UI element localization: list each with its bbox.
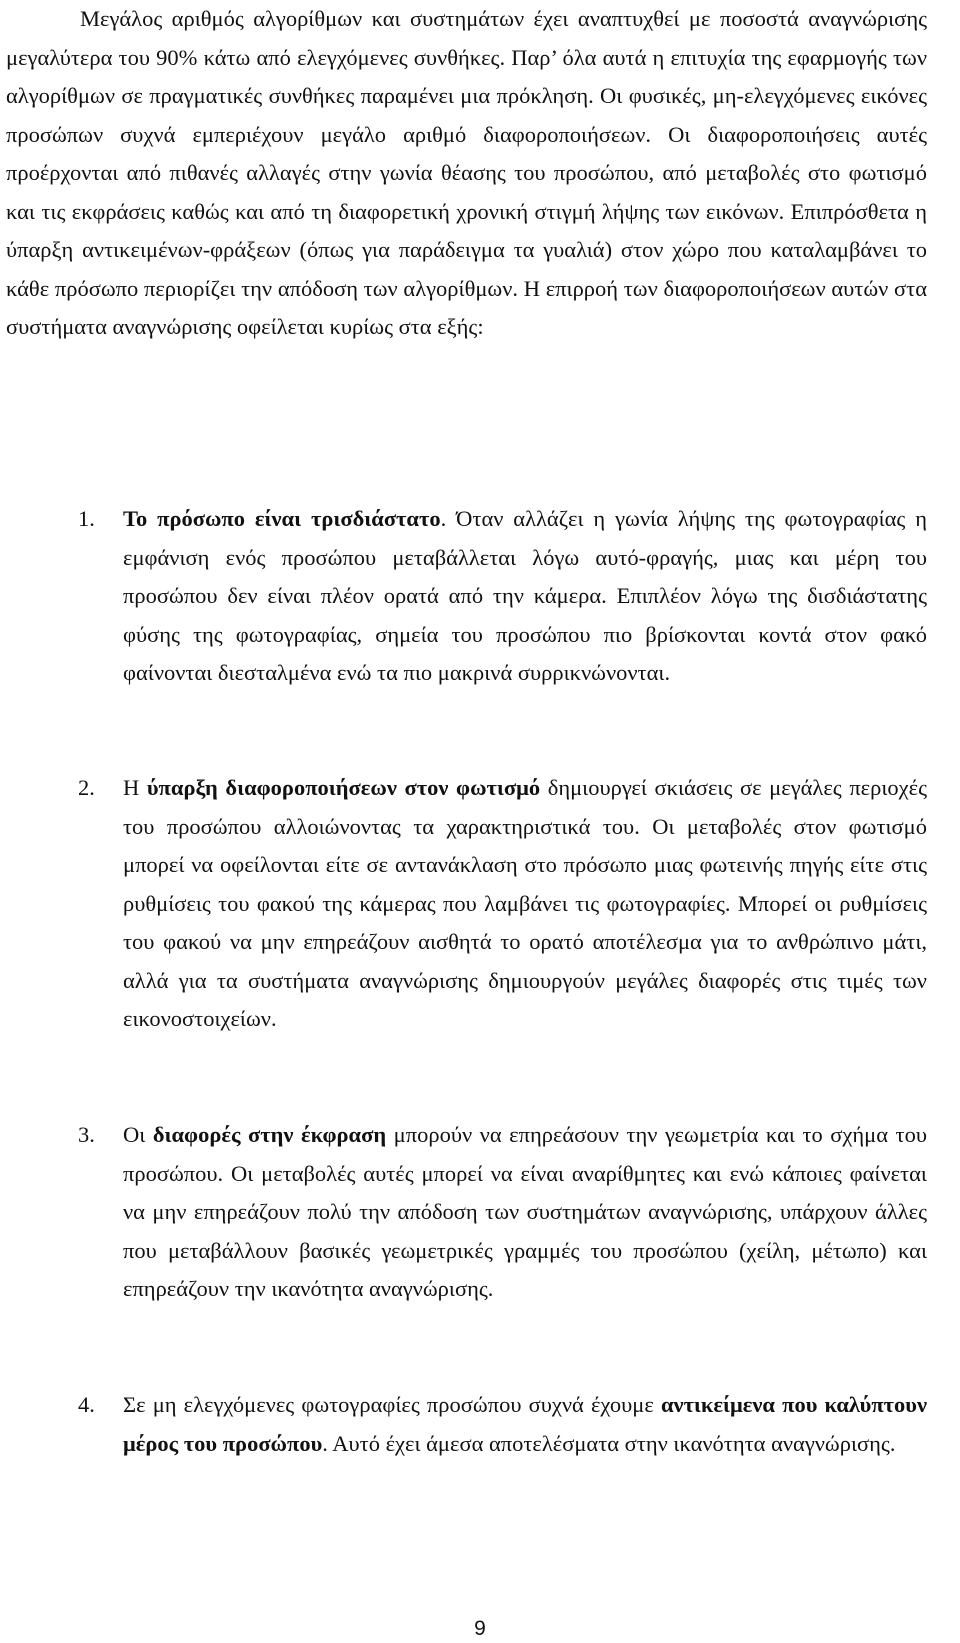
list-item-body: . Όταν αλλάζει η γωνία λήψης της φωτογραφίας η εμφάνιση ενός προσώπου μεταβάλλεται λόγω αυτό-φραγής, μιας και μέρη του προσώπου δεν είναι πλέον ορατά από την κάμερα. Επιπλέον λόγω της δισδιάστατης φύσης της φωτογραφίας, σημεία του προσώπου πιο βρίσκονται κοντά στον φακό φαίνονται διεσταλμένα ενώ τα πιο μακρινά συρρικνώνονται. bbox=[123, 506, 927, 685]
list-item-text bbox=[123, 500, 927, 693]
list-item-body: . Αυτό έχει άμεσα αποτελέσματα στην ικανότητα αναγνώρισης. bbox=[322, 1430, 896, 1456]
list-item-bold: αντικείμενα που καλύπτουν μέρος του προσώπου bbox=[123, 1392, 928, 1456]
list-item-number: 3. bbox=[78, 1122, 95, 1147]
list-item-number: 2. bbox=[78, 775, 95, 800]
list-item-number: 4. bbox=[78, 1392, 95, 1417]
page-number: 9 bbox=[474, 1617, 486, 1640]
list-item-number: 1. bbox=[78, 506, 95, 531]
list-item-prefix: Οι bbox=[123, 1122, 153, 1147]
list-item-body: δημιουργεί σκιάσεις σε μεγάλες περιοχές του προσώπου αλλοιώνοντας τα χαρακτηριστικά του. Οι μεταβολές στον φωτισμό μπορεί να οφείλονται είτε σε αντανάκλαση στο πρόσωπο μιας φωτεινής πηγής είτε στις ρυθμίσεις του φακού της κάμερας που λαμβάνει τις φωτογραφίες. Μπορεί οι ρυθμίσεις του φακού να μην επηρεάζουν αισθητά το ορατό αποτέλεσμα για το ανθρώπινο μάτι, αλλά για τα συστήματα αναγνώρισης δημιουργούν μεγάλες διαφορές στις τιμές των εικονοστοιχείων. bbox=[123, 775, 927, 1031]
list-item-bold: Το πρόσωπο είναι τρισδιάστατο bbox=[123, 506, 441, 531]
list-item-prefix: Σε μη ελεγχόμενες φωτογραφίες προσώπου συχνά έχουμε bbox=[123, 1392, 661, 1417]
intro-paragraph: Μεγάλος αριθμός αλγορίθμων και συστημάτων έχει αναπτυχθεί με ποσοστά αναγνώρισης μεγαλύτερα του 90% κάτω από ελεγχόμενες συνθήκες. Παρ’ όλα αυτά η επιτυχία της εφαρμογής των αλγορίθμων σε πραγματικές συνθήκες παραμένει μια πρόκληση. Οι φυσικές, μη-ελεγχόμενες εικόνες προσώπων συχνά εμπεριέχουν μεγάλο αριθμό διαφοροποιήσεων. Οι διαφοροποιήσεις αυτές προέρχονται από πιθανές αλλαγές στην γωνία θέασης του προσώπου, από μεταβολές στο φωτισμό και τις εκφράσεις καθώς και από τη διαφορετική χρονική στιγμή λήψης των εικόνων. Επιπρόσθετα η ύπαρξη αντικειμένων-φράξεων (όπως για παράδειγμα τα γυαλιά) στον χώρο που καταλαμβάνει το κάθε πρόσωπο περιορίζει την απόδοση των αλγορίθμων. Η επιρροή των διαφοροποιήσεων αυτών στα συστήματα αναγνώρισης οφείλεται κυρίως στα εξής: bbox=[6, 6, 927, 339]
list-item-text bbox=[123, 1386, 927, 1463]
list-item-bold: ύπαρξη διαφοροποιήσεων στον φωτισμό bbox=[146, 775, 541, 800]
list-item-text bbox=[123, 1116, 927, 1309]
list-item-bold: διαφορές στην έκφραση bbox=[152, 1122, 387, 1147]
list-item-prefix: Η bbox=[123, 775, 147, 800]
list-item-text bbox=[123, 769, 927, 1039]
list-item-body: μπορούν να επηρεάσουν την γεωμετρία και το σχήμα του προσώπου. Οι μεταβολές αυτές μπορεί να είναι αναρίθμητες και ενώ κάποιες φαίνεται να μην επηρεάζουν πολύ την απόδοση των συστημάτων αναγνώρισης, υπάρχουν άλλες που μεταβάλλουν βασικές γεωμετρικές γραμμές του προσώπου (χείλη, μέτωπο) και επηρεάζουν την ικανότητα αναγνώρισης. bbox=[123, 1122, 927, 1301]
